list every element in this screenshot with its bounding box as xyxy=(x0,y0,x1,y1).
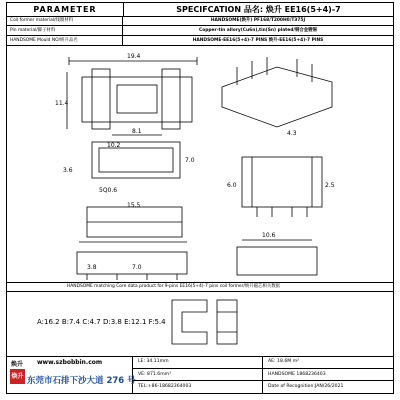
spec-row xyxy=(7,26,393,36)
ve-value: VE: 871.6mm³ xyxy=(133,369,263,382)
dim-label: 15.5 xyxy=(127,202,141,209)
website-link[interactable]: www.szbobbin.com xyxy=(37,359,103,366)
core-note: HANDSOME matching Core data product for 9-pins EE16(5+4)-7 pins coil former/焕升磁芯相关数据 xyxy=(7,282,393,292)
dim-label: 4.3 xyxy=(287,130,297,137)
footer xyxy=(7,356,393,394)
header-row xyxy=(7,3,393,17)
spec-sheet xyxy=(6,2,394,394)
spec-key: HANDSOME Mould NO/焕升品名 xyxy=(7,36,123,45)
spec-key: Coil former material/线圈材料 xyxy=(7,16,123,25)
brand-name: 焕升 xyxy=(11,361,24,368)
company-logo: 焕升 xyxy=(10,369,25,384)
le-value: LE: 34.11mm xyxy=(133,356,263,369)
dim-label: 8.1 xyxy=(132,128,142,135)
parameter-heading: PARAMETER xyxy=(7,3,124,16)
spec-value: HANDSOME-EE16(5+4)-7 PINS 焕升-EE16(5+4)-7 PINS xyxy=(192,38,324,43)
info-grid xyxy=(133,356,393,394)
dim-label: 19.4 xyxy=(127,53,141,60)
specification-heading: SPECIFCATION 品名: 焕升 EE16(5+4)-7 xyxy=(176,5,341,14)
spec-row xyxy=(7,16,393,26)
core-dimensions: A:16.2 B:7.4 C:4.7 D:3.8 E:12.1 F:5.4 xyxy=(37,318,166,326)
spec-key: Pin material/脚子材料 xyxy=(7,26,123,35)
dim-label: 2.5 xyxy=(325,182,335,189)
company-block xyxy=(7,356,136,394)
company-address: 东莞市石排下沙大道 276 号 xyxy=(27,376,136,386)
telephone: TEL:+86-18682364003 xyxy=(133,381,263,394)
drawing-svg xyxy=(7,47,393,282)
dim-label: 5Q0.6 xyxy=(99,187,118,194)
ae-value: AE: 18.6M m² xyxy=(263,356,393,369)
dim-label: 7.0 xyxy=(185,157,195,164)
dim-label: 6.0 xyxy=(227,182,237,189)
dim-label: 7.0 xyxy=(132,264,142,271)
doc-number: HANDSOME 1868236403 xyxy=(263,369,393,382)
recognition-date: Date of Recognition:JAN/26/2021 xyxy=(268,384,344,390)
dim-label: 11.4 xyxy=(55,100,69,107)
dim-label: 10.6 xyxy=(262,232,276,239)
dim-label: 10.2 xyxy=(107,142,121,149)
spec-value: Copper-tin allory(Cu6n),tin(Sn) plated/铜合金镀锡 xyxy=(199,28,317,33)
dim-label: 3.8 xyxy=(87,264,97,271)
dim-label: 3.6 xyxy=(63,167,73,174)
top-view-outline xyxy=(82,77,192,122)
spec-value: HANDSOME(焕升) PF168/T200H0/T375J xyxy=(210,18,306,23)
spec-row xyxy=(7,36,393,46)
technical-drawing xyxy=(7,47,393,283)
